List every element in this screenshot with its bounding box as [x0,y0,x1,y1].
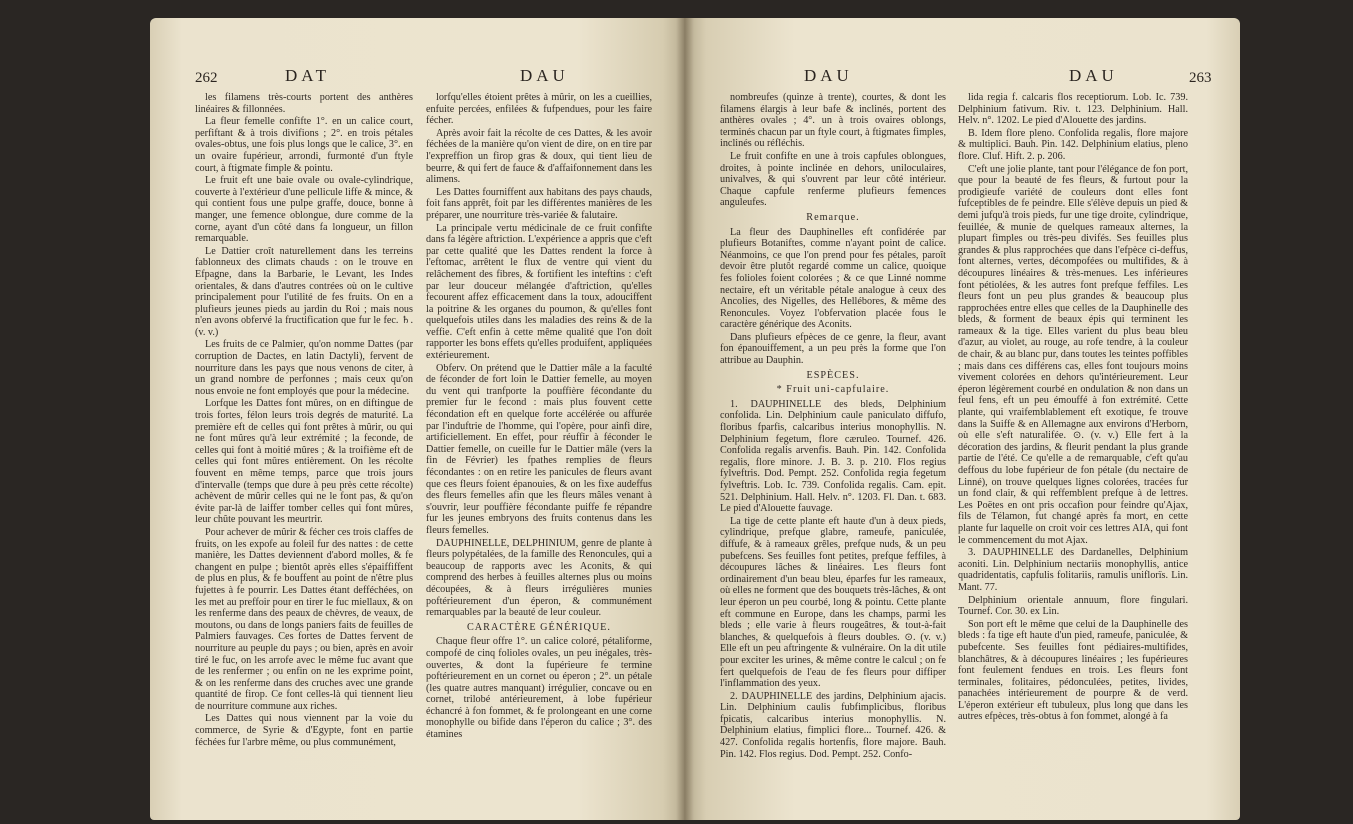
left-page [150,18,684,820]
running-head-right: DAU [520,66,569,85]
text-column-2 [426,92,652,742]
text-column-1 [720,92,946,761]
paragraph: La fleur femelle confifte 1°. en un calice court, perfiftant & à trois divifions ; 2°. en trois pétales ovales-obtus, une fois plus longs que le calice, 3°. en un ovaire fupérieur, arrondi, furmonté d'un ftyle court, à ftigmate fimple & pointu. [195,116,413,174]
paragraph: C'eft une jolie plante, tant pour l'élégance de fon port, que pour la beauté de fes fleurs, & furtout pour la prodigieufe variété de couleurs dont elles font fufceptibles de fe peindre. Elle s'élève depuis un pied & demi jufqu'à trois pieds, fur une tige droite, cylindrique, feuillée, & munie de quelques rameaux alternes, la plupart fimples ou très-peu divifés. Ses feuilles plus grandes & plus rapprochées que dans l'efpèce ci-deffus, font alternes, vertes, décompofées ou multifides, & à découpures linéaires & très-menues. Les inférieures font pétiolées, & les autres font prefque feffiles. Les fleurs font un peu plus grandes & beaucoup plus rapprochées entre elles que celles de la Dauphinelle des bleds, & forment de beaux épis qui terminent les rameaux & la tige. Elles varient du plus beau bleu d'azur, au violet, au rouge, au rofe tendre, à la couleur de chair, & au blanc pur, dans toutes les teintes poffibles ; mais dans ces différens cas, elles font toujours moins vivement colorées en dehors qu'intérieurement. Leur éperon légèrement courbé en ondulation & non dans un feul fens, eft un peu émouffé à fon extrémité. Cette plante, qui vraifemblablement eft exotique, fe trouve dans la Suiffe & en Allemagne aux environs d'Herborn, où elle s'eft naturalifée. ⊙. (v. v.) Elle fert à la décoration des jardins, & fleurit pendant la plus grande partie de l'été. Ce qu'elle a de remarquable, c'eft qu'au deffous du lobe fupérieur de fon pétale (du nectaire de Linné), on trouve quelques lignes colorées, tracées fur un fond clair, & qui reffemblent prefque à de lettres. Les Poëtes en ont pris occafion pour feindre qu'Ajax, fils de Télamon, fut changé après fa mort, en cette plante fur laquelle on croit voir ces lettres AIA, qui font le commencement du mot Ajax. [958,163,1188,546]
paragraph: Les Dattes qui nous viennent par la voie du commerce, de Syrie & d'Egypte, font en partie féchées fur l'arbre même, ou plus communément, [195,713,413,748]
paragraph: Le fruit eft une baie ovale ou ovale-cylindrique, couverte à l'extérieur d'une pellicule liffe & mince, & qui contient fous une pulpe graffe, douce, bonne à manger, une femence oblongue, dure comme de la corne, ayant d'un côté dans fa longueur, un fillon remarquable. [195,175,413,245]
paragraph: Chaque fleur offre 1°. un calice coloré, pétaliforme, compofé de cinq folioles ovales, un peu inégales, très-ouvertes, & dont la fupérieure fe termine poftérieurement en un cornet ou éperon ; 2°. un pétale (les quatre autres manquant) irrégulier, concave ou en cornet, trilobé antérieurement, à lobe fupérieur échancré à fon fommet, & fe prolongeant en une corne monophylle ou bifide dans l'éperon du calice ; 3°. des étamines [426,636,652,741]
book-gutter [676,18,694,820]
paragraph: 2. DAUPHINELLE des jardins, Delphinium ajacis. Lin. Delphinium caulis fubfimplicibus, floribus fpicatis, calcaribus interius monophyllis. N. Delphinium elatius, fimplici flore... Tournef. 426. & 427. Confolida regalis hortenfis, flore majore. Bauh. Pin. 142. Flos regius. Dod. Pempt. 252. Confo- [720,690,946,760]
running-head-left: DAT [285,66,331,85]
paragraph: lorfqu'elles étoient prêtes à mûrir, on les a cueillies, enfuite percées, enfilées & fufpendues, pour les faire fécher. [426,92,652,127]
running-head-left: DAU [804,66,853,85]
section-heading: Remarque. [806,211,860,223]
paragraph: lida regia f. calcaris flos receptiorum. Lob. Ic. 739. Delphinium fativum. Riv. t. 123. Delphinium. Hall. Helv. n°. 1202. Le pied d'Alouette des jardins. [958,92,1188,127]
right-page [684,18,1240,820]
paragraph: Après avoir fait la récolte de ces Dattes, & les avoir féchées de la manière qu'on vient de dire, on en tire par l'expreffion un firop gras & doux, qui tient lieu de beurre, & qui fert de fauce & d'affaifonnement dans les alimens. [426,127,652,186]
paragraph: Le Dattier croît naturellement dans les terreins fablonneux des climats chauds : on le trouve en Efpagne, dans la Barbarie, le Levant, les Indes orientales, & dans d'autres contrées où on le cultive principalement pour l'utilité de fes fruits. On en a plufieurs jeunes pieds au jardin du Roi ; mais nous n'en avons obfervé la fructification que fur le fec. ♄. (v. v.) [195,245,413,338]
running-head-right: DAU [1069,66,1118,85]
paragraph: 1. DAUPHINELLE des bleds, Delphinium confolida. Lin. Delphinium caule paniculato diffufo, floribus fparfis, calcaribus interius monophyllis. N. Delphinium fegetum, flore cæruleo. Tournef. 426. Confolida regalis arvenfis. Bauh. Pin. 142. Confolida regalis, flore minore. J. B. 3. p. 210. Flos regius fylveftris. Dod. Pempt. 252. Confolida regia fegetum fylveftris. Lob. Ic. 739. Confolida regalis. Cam. epit. 521. Delphinium. Hall. Helv. n°. 1203. Fl. Dan. t. 683. Le pied d'Alouette fauvage. [720,398,946,515]
text-column-2 [958,92,1188,724]
section-heading: * Fruit uni-capfulaire. [776,384,890,396]
open-book [150,18,1240,820]
paragraph: Obferv. On prétend que le Dattier mâle a la faculté de féconder de fort loin le Dattier femelle, au moyen du vent qui tranfporte la pouffière fécondante du premier fur le fecond : mais plus fouvent cette fécondation eft en quelque forte accélérée ou affurée par l'induftrie de l'homme, qui l'opère, pour ainfi dire, artificiellement. En effet, pour réuffir à féconder le Dattier femelle, on cueille fur le Dattier mâle (vers la fin de Février) les fpathes remplies de fleurs fécondantes : on en retire les panicules de fleurs avant que ces fleurs foient épanouies, & on les fixe audeffus des fleurs femelles afin que les fleurs mâles venant à s'ouvrir, leur pouffière fécondante puiffe fe répandre fur les jeunes embryons des fruits contenus dans les fleurs femelles. [426,362,652,536]
paragraph: La tige de cette plante eft haute d'un à deux pieds, cylindrique, prefque glabre, rameufe, paniculée, diffufe, & à rameaux grêles, prefque nuds, & un peu pubefcens. Ses feuilles font petites, prefque feffiles, à découpures lâches & linéaires. Les fleurs font ordinairement d'un beau bleu, éparfes fur les rameaux, où elles ne forment que des bouquets très-lâches, & ont leur éperon un peu courbé, long & pointu. Cette plante eft commune en Europe, dans les champs, parmi les bleds ; elle varie à fleurs rougeâtres, & tout-à-fait blanches, & quelquefois à fleurs doubles. ⊙. (v. v.) Elle eft un peu aftringente & vulnéraire. On la dit utile pour exciter les urines, & même contre le calcul ; on fe fert quelquefois de l'eau de fes fleurs pour diffiper l'inflammation des yeux. [720,515,946,690]
section-heading: CARACTÈRE GÉNÉRIQUE. [467,621,611,633]
paragraph: Le fruit confifte en une à trois capfules oblongues, droites, à pointe inclinée en dehors, uniloculaires, univalves, & qui s'ouvrent par leur côté intérieur. Chaque capfule renferme plufieurs femences anguleufes. [720,150,946,209]
paragraph: DAUPHINELLE, DELPHINIUM, genre de plante à fleurs polypétalées, de la famille des Renoncules, qui a beaucoup de rapports avec les Aconits, & qui comprend des herbes à feuilles alternes plus ou moins découpées, & à fleurs irrégulières munies poftérieurement d'un éperon, & communément remarquables par la beauté de leur couleur. [426,537,652,619]
paragraph: Dans plufieurs efpèces de ce genre, la fleur, avant fon épanouiffement, a un peu près la forme que l'on attribue au Dauphin. [720,331,946,367]
paragraph: B. Idem flore pleno. Confolida regalis, flore majore & multiplici. Bauh. Pin. 142. Delphinium elatius, pleno flore. Cluf. Hift. 2. p. 206. [958,127,1188,162]
paragraph: nombreufes (quinze à trente), courtes, & dont les filamens élargis à leur bafe & inclinés, portent des anthères ovales ; 4°. un à trois ovaires oblongs, terminés chacun par un ftyle court, à ftigmates fimples, inclinés ou réfléchis. [720,92,946,150]
text-column-1 [195,92,413,749]
section-heading: ESPÈCES. [806,369,860,381]
paragraph: les filamens très-courts portent des anthères linéaires & fillonnées. [195,92,413,115]
paragraph: Pour achever de mûrir & fécher ces trois claffes de fruits, on les expofe au foleil fur des nattes : de cette manière, les Dattes deviennent d'abord molles, & fe changent en pulpe ; bientôt après elles s'épaiffiffent de plus en plus, & fe bouffent au point de n'être plus fujettes à fe pourrir. Les Dattes étant defféchées, on les met au preffoir pour en tirer le fuc miellaux, & on les renferme dans des peaux de chèvres, de veaux, de moutons, ou dans de longs paniers faits de feuilles de Palmiers fauvages. Ces fortes de Dattes fervent de nourriture au peuple du pays ; ou bien, après en avoir tiré le fuc, on les arrofe avec le même fuc avant que de les renfermer ; ou enfin on ne les exprime point, & on les renferme dans des cruches avec une grande quantité de firop. Ce font celles-là qui tiennent lieu de nourriture commune aux riches. [195,526,413,712]
paragraph: Les fruits de ce Palmier, qu'on nomme Dattes (par corruption de Dactes, en latin Dactyli), fervent de nourriture dans les pays que nous venons de citer, à un grand nombre de perfonnes ; mais ceux qu'on nous envoie ne font employés que pour la médecine. [195,339,413,397]
paragraph: Les Dattes fourniffent aux habitans des pays chauds, foit fans apprêt, foit par les différentes manières de les préparer, une nourriture très-variée & falutaire. [426,186,652,221]
paragraph: 3. DAUPHINELLE des Dardanelles, Delphinium aconiti. Lin. Delphinium nectariis monophyllis, antice quadridentatis, capfulis folitariis, ramulis uniflorïs. Lin. Mant. 77. [958,547,1188,593]
paragraph: La principale vertu médicinale de ce fruit confifte dans fa légère aftriction. L'expérience a appris que c'eft par cette qualité que les Dattes rendent la force à l'eftomac, arrêtent le flux de ventre qui vient du relâchement des fibres, & fortifient les inteftins : c'eft par leur douceur mélangée d'aftriction, qu'elles fecourent affez efficacement dans la toux, adouciffent la poitrine & les organes du poumon, & qu'elles font quelquefois utiles dans les maladies des reins & de la veffie. C'eft enfin à cette même qualité que l'on doit rapporter les bons effets qu'elles produifent, appliquées extérieurement. [426,222,652,362]
page-number: 263 [1189,70,1212,86]
page-number: 262 [195,70,218,86]
paragraph: La fleur des Dauphinelles eft confidérée par plufieurs Botaniftes, comme n'ayant point de calice. Néanmoins, ce que l'on prend pour fes pétales, paroît devoir être plutôt regardé comme un calice, quoique fes folioles foient colorées ; & ce que Linné nomme nectaire, eft un véritable pétale analogue à ceux des Ancolies, des Nigelles, des Hellébores, & même des Renoncules. Voyez l'obfervation placée fous le caractère générique des Aconits. [720,226,946,331]
paragraph: Son port eft le même que celui de la Dauphinelle des bleds : fa tige eft haute d'un pied, rameufe, paniculée, & pubefcente. Ses feuilles font pédiaires-multifides, blanchâtres, & à découpures linéaires ; les fupérieures font feulement fendues en trois. Les fleurs font terminales, folitaires, pédonculées, petites, livides, panachées intérieurement de pourpre & de verd. L'éperon extérieur eft tubuleux, plus long que dans les autres efpèces, très-obtus à fon fommet, alongé à fa [958,618,1188,723]
paragraph: Lorfque les Dattes font mûres, on en diftingue de trois fortes, félon leurs trois degrés de maturité. La première eft de celles qui font prêtes à mûrir, ou qui ne font mûres qu'à leur extrémité ; la feconde, de celles qui font à moitié mûres ; & la troifième eft de celles qui font mûres entièrement. On les récolte fouvent en même temps, parce que trois jours d'intervalle (temps que dure à peu près cette récolte) achèvent de mûrir celles qui ne le font pas, & qu'on évite par-là de laiffer tomber celles qui font mûres, leur chûte pouvant les meurtrir. [195,398,413,526]
paragraph: Delphinium orientale annuum, flore fingulari. Tournef. Cor. 30. ex Lin. [958,594,1188,618]
